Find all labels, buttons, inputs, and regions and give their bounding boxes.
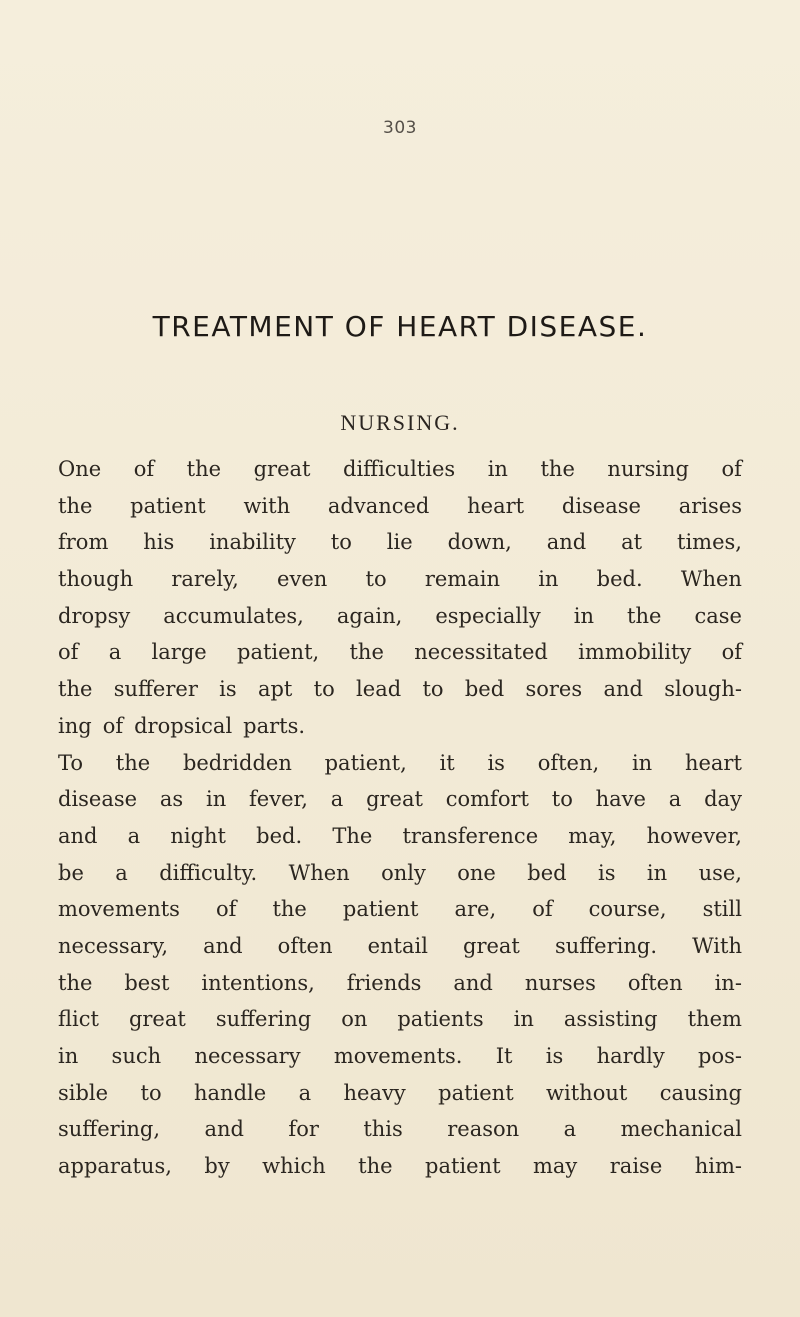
- text-line: the sufferer is apt to lead to bed sores and slough-: [58, 677, 742, 702]
- text-line: necessary, and often entail great suffering. With: [58, 933, 742, 958]
- text-line: the patient with advanced heart disease arises: [58, 493, 742, 518]
- text-line: movements of the patient are, of course, still: [58, 897, 742, 922]
- text-line: One of the great difficulties in the nursing of: [58, 457, 742, 481]
- text-line: in such necessary movements. It is hardly pos-: [58, 1044, 742, 1068]
- text-line: and a night bed. The transference may, however,: [58, 823, 742, 848]
- text-line: be a difficulty. When only one bed is in use,: [58, 860, 742, 885]
- page-number: 303: [383, 118, 417, 138]
- text-line: ing of dropsical parts.: [58, 713, 306, 738]
- text-line: from his inability to lie down, and at times,: [58, 530, 742, 555]
- text-line: disease as in fever, a great comfort to have a day: [58, 787, 742, 812]
- text-line: of a large patient, the necessitated immobility of: [58, 640, 742, 665]
- text-line: dropsy accumulates, again, especially in the case: [58, 603, 742, 628]
- text-line: To the bedridden patient, it is often, in heart: [58, 750, 742, 775]
- text-line: sible to handle a heavy patient without causing: [58, 1080, 742, 1105]
- text-line: flict great suffering on patients in assisting them: [58, 1007, 742, 1032]
- body-text: [58, 451, 742, 1185]
- text-line: apparatus, by which the patient may raise him-: [58, 1154, 742, 1179]
- section-heading: NURSING.: [340, 410, 460, 435]
- text-line: suffering, and for this reason a mechanical: [58, 1117, 742, 1142]
- page-title: TREATMENT OF HEART DISEASE.: [152, 310, 648, 343]
- text-line: the best intentions, friends and nurses often in-: [58, 970, 742, 995]
- text-line: though rarely, even to remain in bed. When: [58, 567, 742, 592]
